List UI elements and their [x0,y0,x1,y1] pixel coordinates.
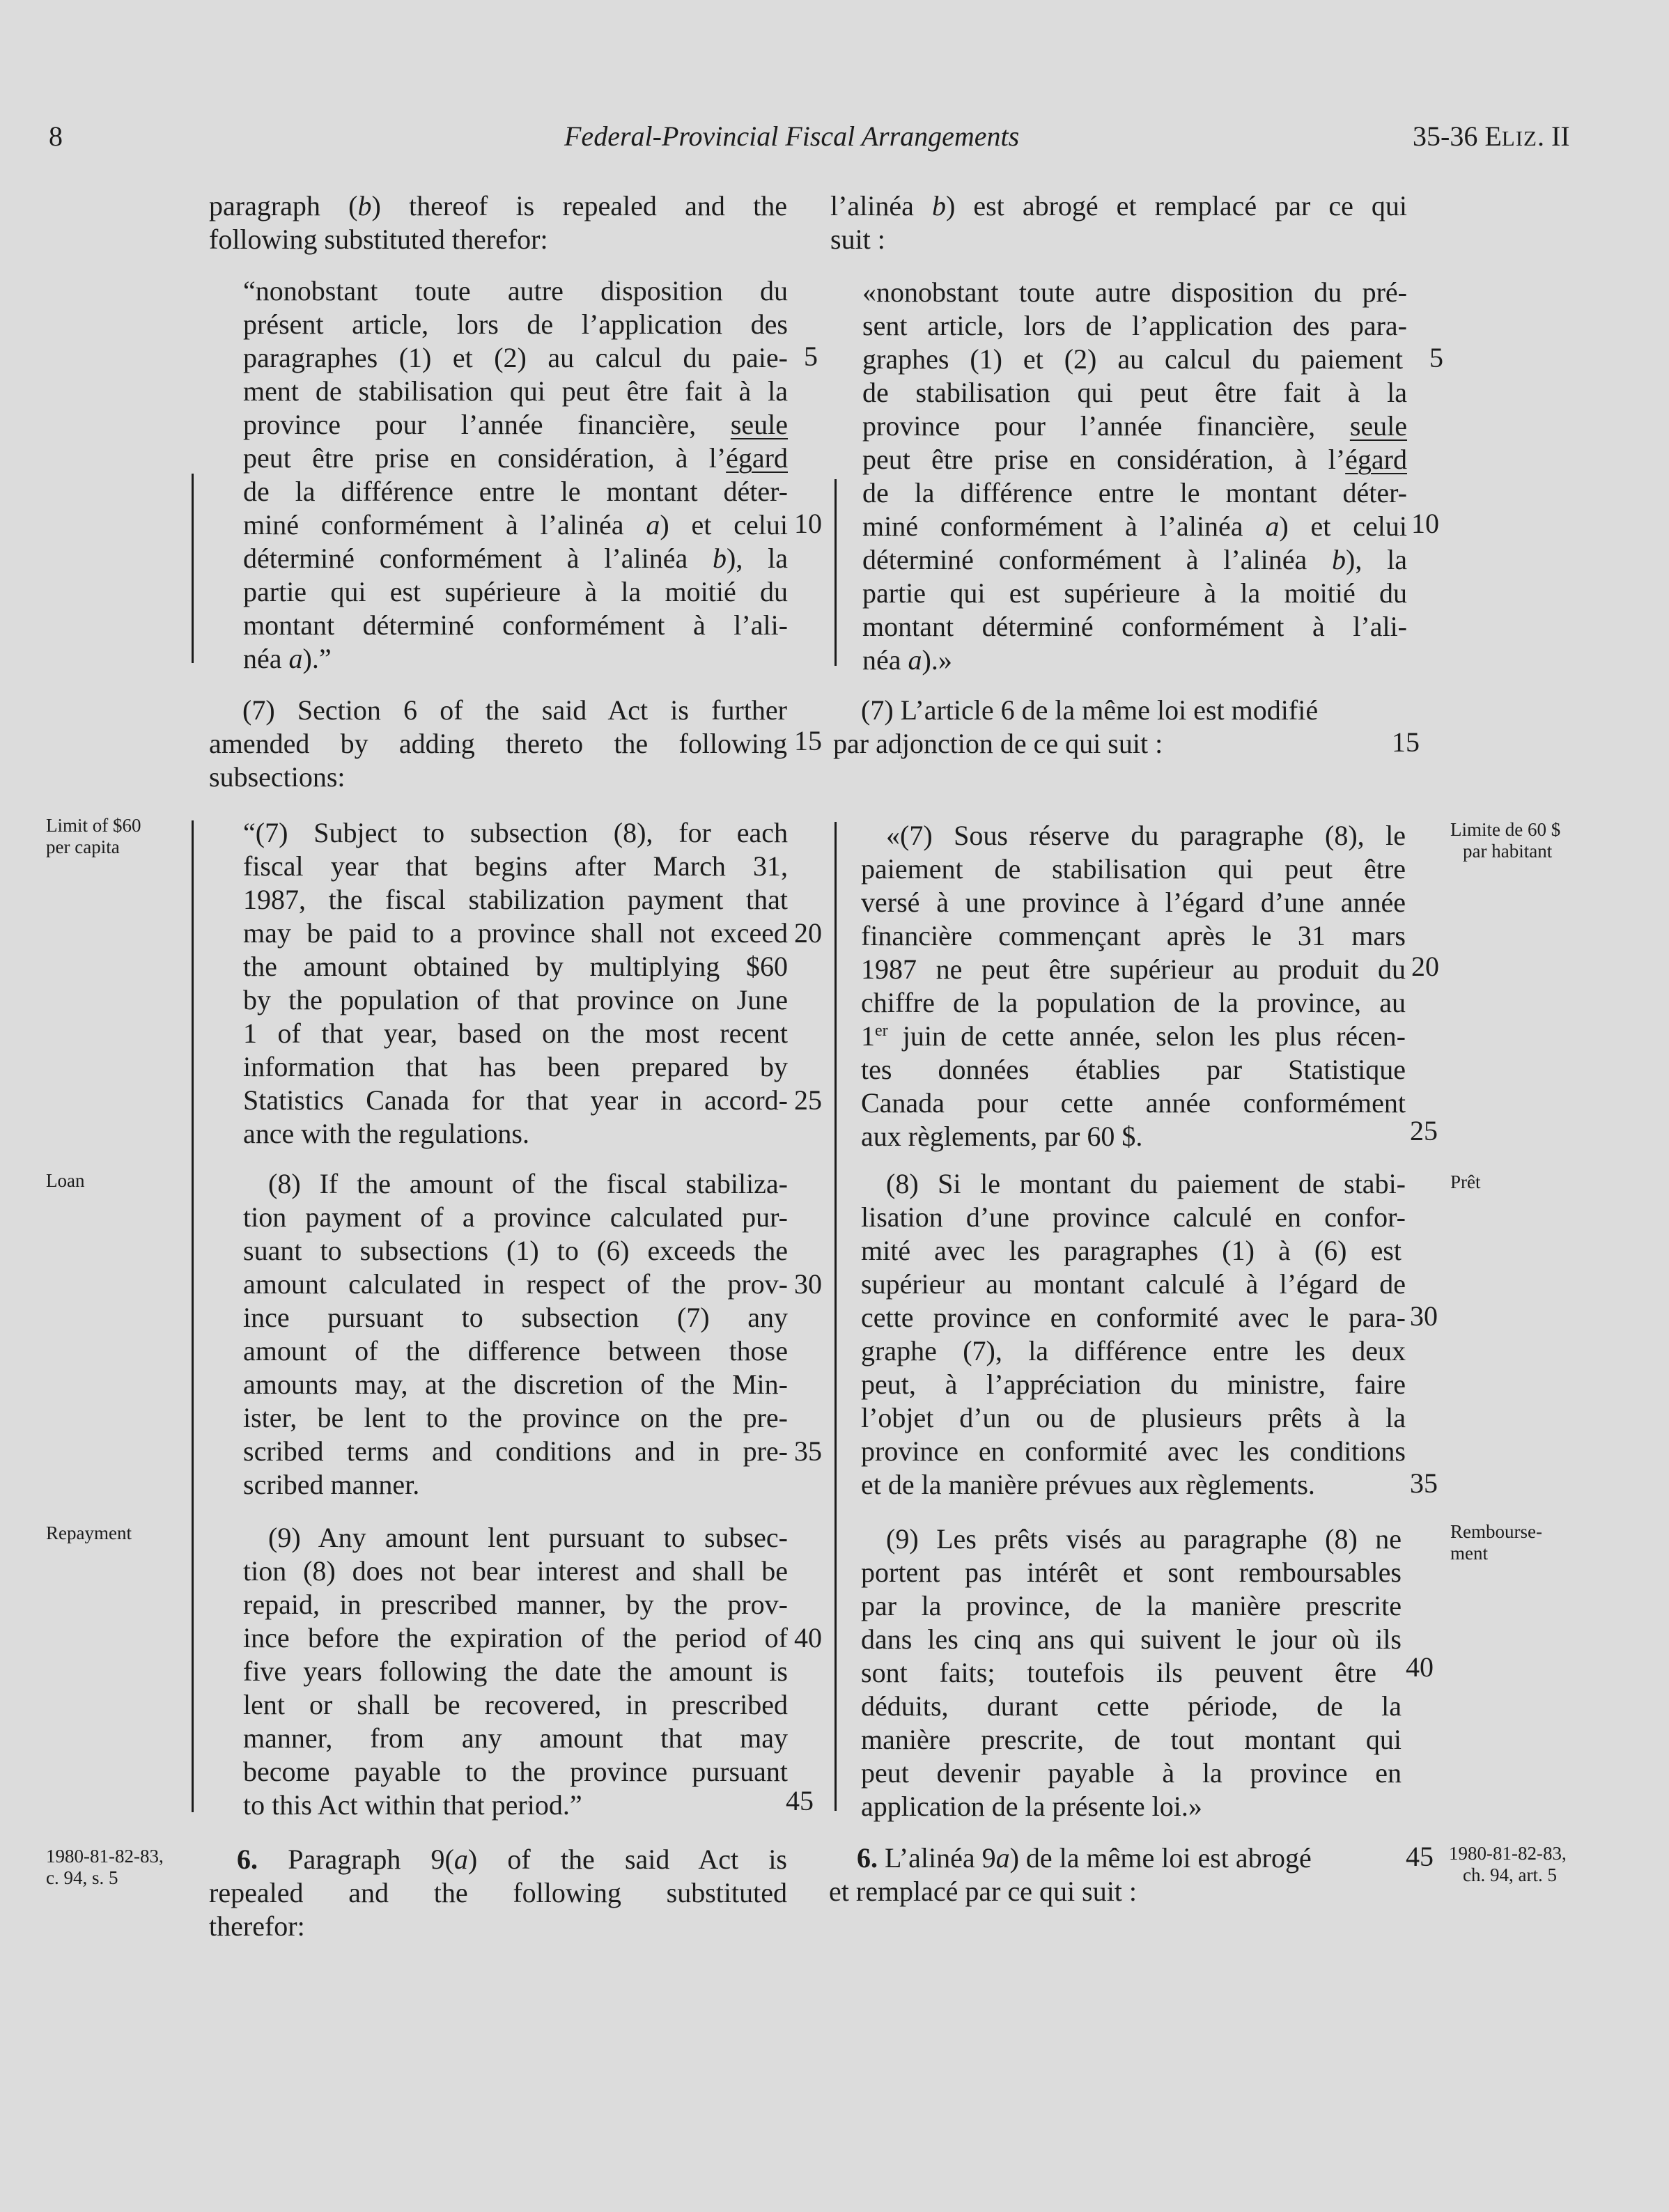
line-number: 15 [794,725,822,756]
line-number: 20 [1411,951,1439,982]
line-number: 30 [1410,1300,1438,1332]
text-line: montant déterminé conformément à l’ali- [862,611,1407,642]
running-title: Federal-Provincial Fiscal Arrangements [564,120,1020,152]
text-line: (7) Section 6 of the said Act is further [242,694,787,726]
french-section-6 [829,1841,1407,1908]
text-line: information that has been prepared by [243,1051,788,1082]
text-line: cette province en conformité avec le para- [861,1302,1406,1333]
text-line: manière prescrite, de tout montant qui [861,1724,1402,1755]
text-line: amount calculated in respect of the prov- [243,1268,788,1300]
text-line: 1987, the fiscal stabilization payment that [243,884,788,915]
text-line: et remplacé par ce qui suit : [829,1876,1138,1907]
text-line: graphes (1) et (2) au calcul du paiement [862,343,1403,375]
french-quoted-text [862,276,1407,677]
text-line: «(7) Sous réserve du paragraphe (8), le [886,820,1406,851]
marginal-note-loan: Loan [46,1170,85,1191]
line-number: 10 [794,508,822,539]
text-line: “(7) Subject to subsection (8), for each [243,817,788,848]
english-intro [209,189,787,256]
french-intro [830,189,1408,256]
text-line: suit : [830,224,885,255]
text-line: amount of the difference between those [243,1335,788,1366]
text-line: following substituted therefor: [209,224,548,255]
text-line: «nonobstant toute autre disposition du pré- [862,276,1407,308]
text-line: therefor: [209,1910,305,1942]
line-number: 5 [1429,342,1443,373]
text-line: 6. L’alinéa 9a) de la même loi est abrogé [857,1842,1312,1874]
line-number: 45 [786,1785,814,1816]
text-line: lent or shall be recovered, in prescribed [243,1689,788,1720]
marginal-note-citation-fr: 1980-81-82-83, ch. 94, art. 5 [1449,1843,1567,1885]
text-line: province en conformité avec les conditions [861,1435,1406,1467]
text-line: miné conformément à l’alinéa a) et celui [862,511,1408,542]
french-subsection-8 [861,1167,1406,1502]
text-line: 1er juin de cette année, selon les plus récen- [861,1020,1406,1052]
text-line: tion (8) does not bear interest and shall be [243,1555,788,1587]
text-line: sent article, lors de l’application des para- [862,310,1407,341]
text-line: may be paid to a province shall not exceed [243,917,788,949]
text-line: Statistics Canada for that year in accord- [243,1084,788,1116]
text-line: ince before the expiration of the period of [243,1622,788,1653]
text-line: déduits, durant cette période, de la [861,1690,1402,1722]
text-line: ment de stabilisation qui peut être fait à la [243,375,788,407]
text-line: lisation d’une province calculé en confor- [861,1201,1406,1233]
french-subsection-9 [861,1522,1406,1823]
amendment-bar [834,479,837,666]
text-line: 6. Paragraph 9(a) of the said Act is [237,1844,787,1875]
line-number: 45 [1406,1841,1434,1872]
amendment-bar [834,822,837,1811]
text-line: dans les cinq ans qui suivent le jour où ils [861,1623,1402,1655]
text-line: amended by adding thereto the following [209,728,787,759]
text-line: déterminé conformément à l’alinéa b), la [862,544,1407,575]
text-line: suant to subsections (1) to (6) exceeds the [243,1235,788,1266]
text-line: versé à une province à l’égard d’une année [861,887,1406,918]
text-line: (9) Les prêts visés au paragraphe (8) ne [886,1523,1402,1555]
marginal-note-remboursement: Rembourse- ment [1450,1521,1542,1564]
french-subsection-7 [861,819,1406,1153]
text-line: financière commençant après le 31 mars [861,920,1406,951]
english-section-6 [209,1843,787,1943]
line-number: 35 [1410,1467,1438,1499]
line-number: 40 [1406,1651,1434,1683]
text-line: tion payment of a province calculated pur- [243,1201,788,1233]
text-line: scribed manner. [243,1469,420,1500]
text-line: miné conformément à l’alinéa a) et celui [243,509,789,540]
line-number: 10 [1411,508,1439,539]
text-line: 1 of that year, based on the most recent [243,1018,788,1049]
text-line: paragraph (b) thereof is repealed and the [209,190,787,221]
text-line: (9) Any amount lent pursuant to subsec- [268,1522,788,1553]
text-line: fiscal year that begins after March 31, [243,850,788,882]
amendment-bar [192,820,194,1812]
text-line: partie qui est supérieure à la moitié du [862,577,1407,609]
text-line: l’objet d’un ou de plusieurs prêts à la [861,1402,1406,1433]
text-line: peut être prise en considération, à l’égard [243,442,788,474]
text-line: de la différence entre le montant déter- [862,477,1407,508]
marginal-note-repayment: Repayment [46,1522,132,1543]
line-number: 25 [1410,1115,1438,1146]
page-number: 8 [49,120,63,152]
text-line: ister, be lent to the province on the pre- [243,1402,788,1433]
text-line: sont faits; toutefois ils peuvent être [861,1657,1376,1688]
line-number: 35 [794,1435,822,1467]
text-line: the amount obtained by multiplying $60 [243,951,788,982]
text-line: mité avec les paragraphes (1) à (6) est [861,1235,1402,1266]
line-number: 40 [794,1622,822,1653]
text-line: repaid, in prescribed manner, by the prov- [243,1589,788,1620]
line-number: 20 [794,917,822,949]
text-line: paiement de stabilisation qui peut être [861,853,1406,885]
text-line: “nonobstant toute autre disposition du [243,275,788,306]
text-line: application de la présente loi.» [861,1791,1202,1822]
text-line: (8) If the amount of the fiscal stabiliza- [268,1168,788,1199]
text-line: (7) L’article 6 de la même loi est modifié [861,694,1319,726]
text-line: l’alinéa b) est abrogé et remplacé par ce qui [830,190,1407,221]
text-line: montant déterminé conformément à l’ali- [243,609,788,641]
text-line: five years following the date the amount is [243,1656,788,1687]
line-number: 15 [1392,726,1420,758]
english-subsection-9 [243,1521,788,1822]
session-reference: 35-36 ELIZ. II [1413,120,1570,152]
text-line: manner, from any amount that may [243,1722,788,1754]
line-number: 25 [794,1084,822,1116]
text-line: scribed terms and conditions and in pre- [243,1435,788,1467]
text-line: néa a).» [862,644,952,676]
text-line: tes données établies par Statistique [861,1054,1406,1085]
text-line: become payable to the province pursuant [243,1756,788,1787]
text-line: néa a).” [243,643,332,674]
line-number: 30 [794,1268,822,1300]
text-line: et de la manière prévues aux règlements. [861,1469,1315,1500]
english-subsection-8 [243,1167,788,1502]
text-line: province pour l’année financière, seule [243,409,789,440]
text-line: to this Act within that period.” [243,1789,582,1821]
text-line: province pour l’année financière, seule [862,410,1408,442]
marginal-note-pret: Prêt [1450,1171,1481,1192]
text-line: de stabilisation qui peut être fait à la [862,377,1407,408]
text-line: de la différence entre le montant déter- [243,476,788,507]
text-line: supérieur au montant calculé à l’égard de [861,1268,1406,1300]
english-quoted-text [243,274,788,676]
english-section-7-intro [209,694,787,794]
text-line: subsections: [209,761,346,793]
text-line: peut être prise en considération, à l’égard [862,444,1407,475]
text-line: 1987 ne peut être supérieur au produit du [861,953,1406,985]
text-line: (8) Si le montant du paiement de stabi- [886,1168,1406,1199]
marginal-note-limite: Limite de 60 $ par habitant [1450,819,1561,862]
text-line: graphe (7), la différence entre les deux [861,1335,1406,1366]
text-line: peut, à l’appréciation du ministre, faire [861,1369,1406,1400]
text-line: par la province, de la manière prescrite [861,1590,1402,1621]
english-subsection-7 [243,816,788,1151]
text-line: amounts may, at the discretion of the Min- [243,1369,788,1400]
text-line: ance with the regulations. [243,1118,529,1149]
text-line: présent article, lors de l’application des [243,309,788,340]
text-line: by the population of that province on June [243,984,788,1015]
text-line: déterminé conformément à l’alinéa b), la [243,543,788,574]
text-line: partie qui est supérieure à la moitié du [243,576,788,607]
text-line: Canada pour cette année conformément [861,1087,1406,1119]
text-line: par adjonction de ce qui suit : [833,728,1163,759]
marginal-note-citation: 1980-81-82-83, c. 94, s. 5 [46,1846,164,1888]
text-line: aux règlements, par 60 $. [861,1121,1143,1152]
text-line: ince pursuant to subsection (7) any [243,1302,788,1333]
french-section-7-intro [833,694,1411,761]
text-line: paragraphes (1) et (2) au calcul du paie- [243,342,788,373]
amendment-bar [192,474,194,663]
text-line: repealed and the following substituted [209,1877,787,1908]
text-line: chiffre de la population de la province, au [861,987,1406,1018]
text-line: peut devenir payable à la province en [861,1757,1402,1789]
marginal-note-limit: Limit of $60 per capita [46,815,141,857]
line-number: 5 [804,341,818,372]
text-line: portent pas intérêt et sont remboursables [861,1557,1402,1588]
